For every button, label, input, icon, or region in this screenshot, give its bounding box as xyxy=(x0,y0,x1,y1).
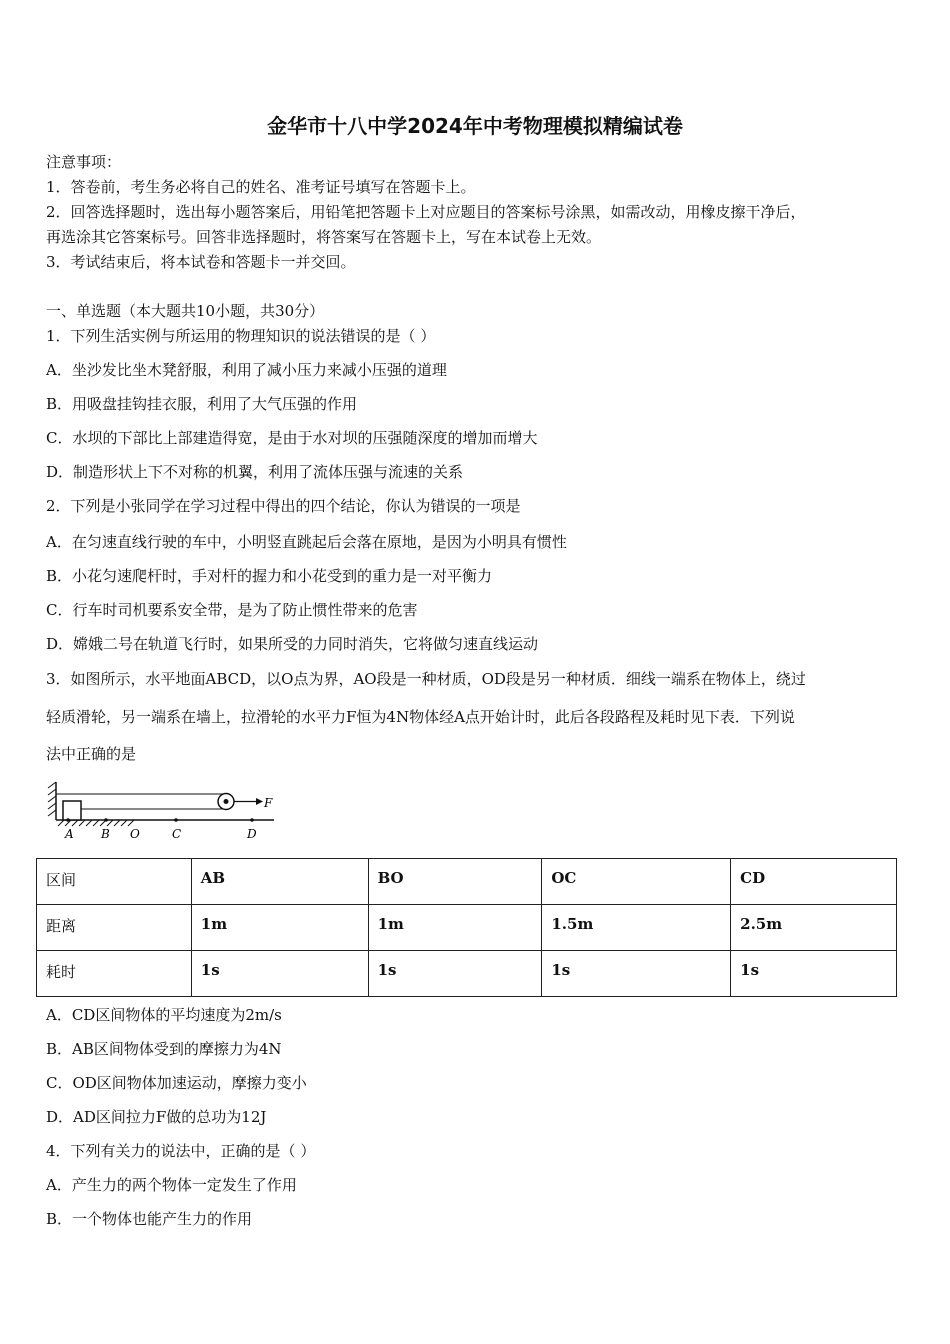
table-cell: AB xyxy=(191,859,368,905)
q4-option-a: A．产生力的两个物体一定发生了作用 xyxy=(46,1176,297,1194)
q2-option-a: A．在匀速直线行驶的车中，小明竖直跳起后会落在原地，是因为小明具有惯性 xyxy=(46,533,567,551)
label-o: O xyxy=(130,827,140,841)
q3-stem-line-3: 法中正确的是 xyxy=(46,745,137,763)
point-c xyxy=(174,818,178,822)
wall-hatching xyxy=(48,782,56,816)
table-cell: CD xyxy=(731,859,897,905)
table-cell: 1s xyxy=(368,951,542,997)
label-d: D xyxy=(247,827,257,841)
q3-option-c: C．OD区间物体加速运动，摩擦力变小 xyxy=(46,1074,307,1092)
table-cell: 距离 xyxy=(37,905,192,951)
force-arrow-head xyxy=(256,798,263,805)
q2-option-c: C．行车时司机要系安全带，是为了防止惯性带来的危害 xyxy=(46,601,418,619)
point-d xyxy=(250,818,254,822)
q3-option-a: A．CD区间物体的平均速度为2m/s xyxy=(46,1006,282,1024)
point-b xyxy=(104,818,108,822)
q1-option-d: D．制造形状上下不对称的机翼，利用了流体压强与流速的关系 xyxy=(46,463,464,481)
q2-stem: 2．下列是小张同学在学习过程中得出的四个结论，你认为错误的一项是 xyxy=(46,497,521,515)
section-heading: 一、单选题（本大题共10小题，共30分） xyxy=(46,302,325,320)
table-cell: 1s xyxy=(542,951,731,997)
table-cell: 2.5m xyxy=(731,905,897,951)
table-row-time xyxy=(37,951,897,997)
table-cell: 1.5m xyxy=(542,905,731,951)
table-cell: BO xyxy=(368,859,542,905)
q1-stem: 1．下列生活实例与所运用的物理知识的说法错误的是（ ） xyxy=(46,327,436,345)
q2-option-d: D．嫦娥二号在轨道飞行时，如果所受的力同时消失，它将做匀速直线运动 xyxy=(46,635,539,653)
pulley-axle xyxy=(224,799,229,804)
notes-item-3: 3．考试结束后，将本试卷和答题卡一并交回。 xyxy=(46,253,356,271)
q2-option-b: B．小花匀速爬杆时，手对杆的握力和小花受到的重力是一对平衡力 xyxy=(46,567,493,585)
q1-option-b: B．用吸盘挂钩挂衣服，利用了大气压强的作用 xyxy=(46,395,358,413)
notes-item-2-line-1: 2．回答选择题时，选出每小题答案后，用铅笔把答题卡上对应题目的答案标号涂黑，如需改动，用橡皮擦干净后， xyxy=(46,203,806,221)
q3-stem-line-1: 3．如图所示，水平地面ABCD，以O点为界，AO段是一种材质，OD段是另一种材质．细线一端系在物体上，绕过 xyxy=(46,670,806,688)
table-cell: 1m xyxy=(191,905,368,951)
table-cell: 耗时 xyxy=(37,951,192,997)
label-a: A xyxy=(65,827,74,841)
page-title: 金华市十八中学2024年中考物理模拟精编试卷 xyxy=(267,114,683,138)
q3-stem-line-2: 轻质滑轮，另一端系在墙上，拉滑轮的水平力F恒为4N物体经A点开始计时，此后各段路程及耗时见下表．下列说 xyxy=(46,708,795,726)
table-cell: 区间 xyxy=(37,859,192,905)
label-b: B xyxy=(101,827,110,841)
notes-heading: 注意事项： xyxy=(46,153,122,171)
q1-option-c: C．水坝的下部比上部建造得宽，是由于水对坝的压强随深度的增加而增大 xyxy=(46,429,538,447)
q3-data-table xyxy=(36,858,897,997)
q4-stem: 4．下列有关力的说法中，正确的是（ ） xyxy=(46,1142,316,1160)
q1-option-a: A．坐沙发比坐木凳舒服，利用了减小压力来减小压强的道理 xyxy=(46,361,447,379)
table-cell: 1s xyxy=(191,951,368,997)
q3-option-b: B．AB区间物体受到的摩擦力为4N xyxy=(46,1040,282,1058)
label-f: F xyxy=(264,796,273,810)
block xyxy=(63,801,81,820)
table-cell: 1m xyxy=(368,905,542,951)
table-row-distance xyxy=(37,905,897,951)
table-cell: 1s xyxy=(731,951,897,997)
table-cell: OC xyxy=(542,859,731,905)
notes-item-1: 1．答卷前，考生务必将自己的姓名、准考证号填写在答题卡上。 xyxy=(46,178,476,196)
pulley-diagram xyxy=(44,778,284,844)
label-c: C xyxy=(172,827,182,841)
point-a xyxy=(66,818,70,822)
q3-option-d: D．AD区间拉力F做的总功为12J xyxy=(46,1108,267,1126)
q4-option-b: B．一个物体也能产生力的作用 xyxy=(46,1210,253,1228)
notes-item-2-line-2: 再选涂其它答案标号。回答非选择题时，将答案写在答题卡上，写在本试卷上无效。 xyxy=(46,228,602,246)
table-row-header xyxy=(37,859,897,905)
